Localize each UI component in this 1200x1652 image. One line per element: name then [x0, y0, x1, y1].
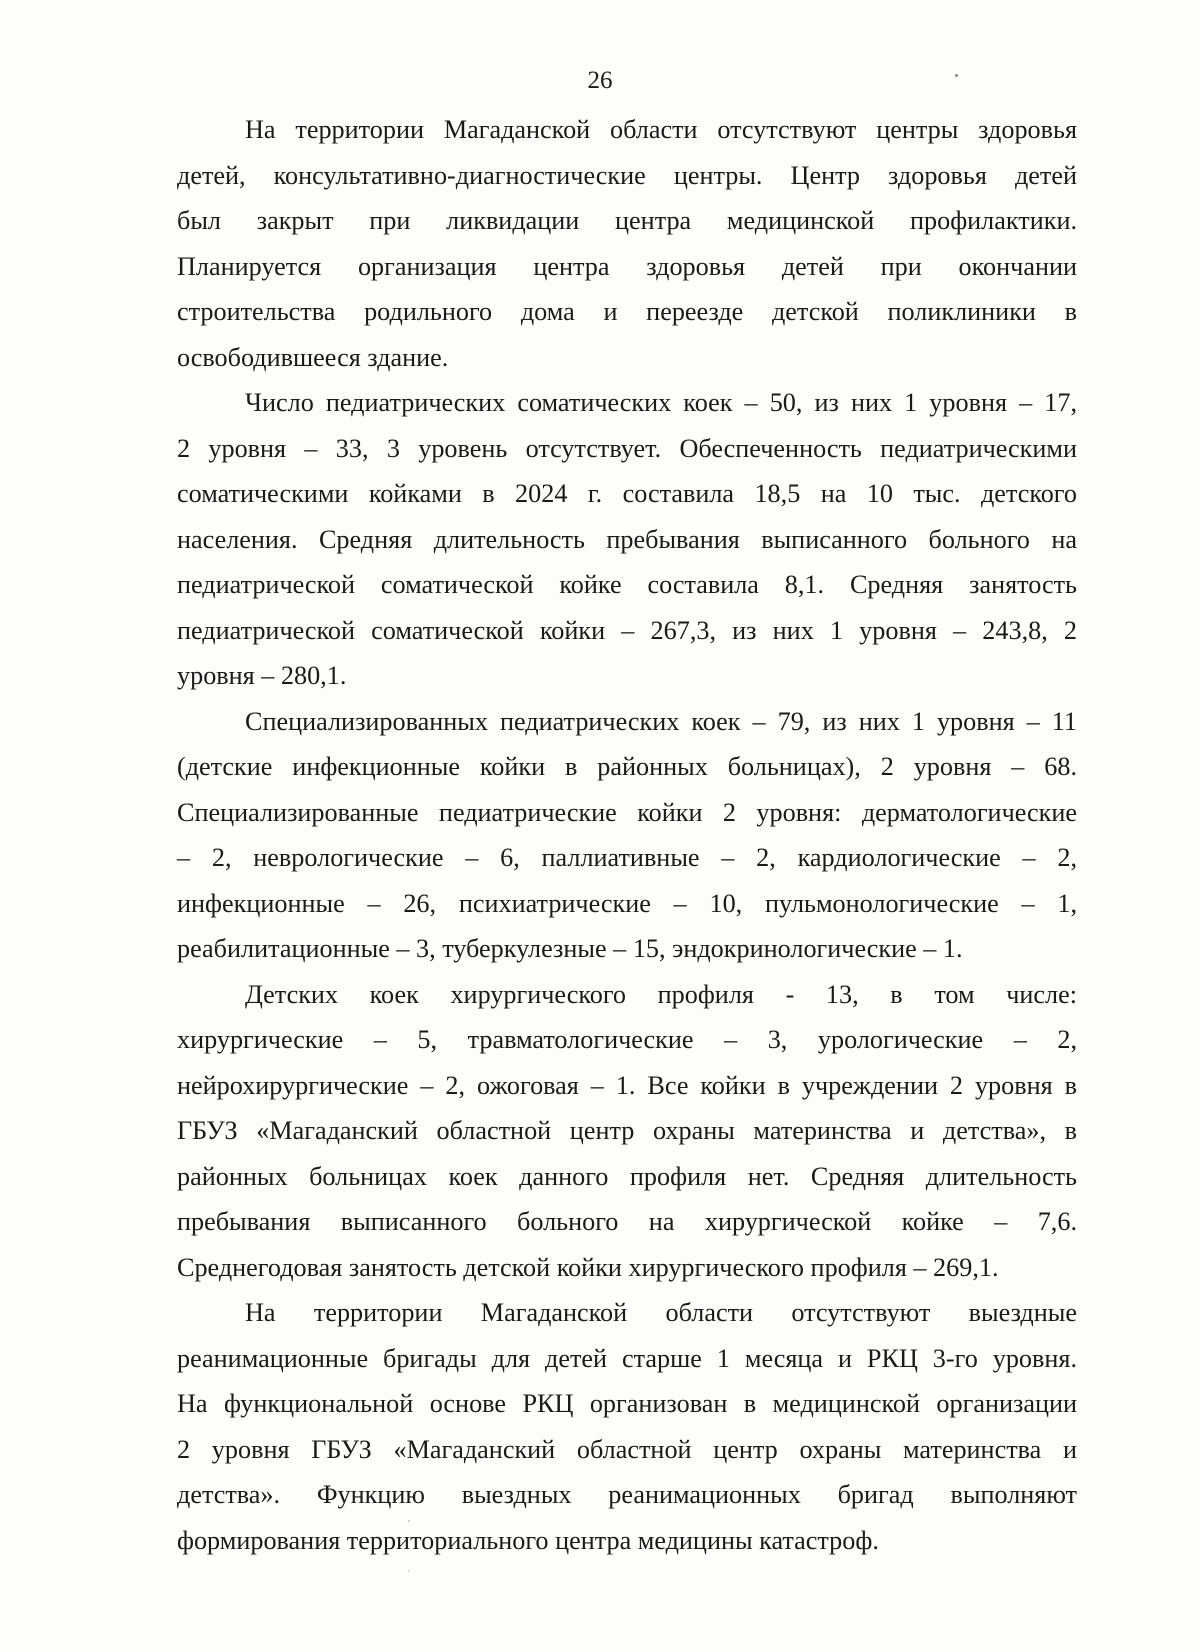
text-line: освободившееся здание. [177, 342, 449, 372]
text-line: На территории Магаданской области отсутствуют центры здоровья [245, 115, 1077, 144]
text-line: строительства родильного дома и переезде детской поликлиники в [177, 297, 1077, 326]
text-line: инфекционные – 26, психиатрические – 10, пульмонологические – 1, [177, 888, 1077, 918]
scan-speck [955, 74, 958, 77]
text-line: формирования территориального центра медицины катастроф. [177, 1525, 879, 1555]
text-line: детей, консультативно-диагностические центры. Центр здоровья детей [177, 160, 1077, 190]
text-line: Детских коек хирургического профиля - 13, в том числе: [245, 979, 1077, 1009]
text-line: детства». Функцию выездных реанимационных бригад выполняют [177, 1480, 1077, 1509]
text-line: Специализированные педиатрические койки 2 уровня: дерматологические [177, 797, 1077, 827]
text-line: 2 уровня – 33, 3 уровень отсутствует. Обеспеченность педиатрическими [177, 433, 1077, 463]
text-line: уровня – 280,1. [177, 661, 347, 690]
text-line: 2 уровня ГБУЗ «Магаданский областной центр охраны материнства и [177, 1434, 1077, 1464]
paragraph [177, 380, 1077, 699]
text-line: Планируется организация центра здоровья детей при окончании [177, 251, 1077, 281]
paragraph [177, 972, 1077, 1291]
text-line: нейрохирургические – 2, ожоговая – 1. Все койки в учреждении 2 уровня в [177, 1070, 1077, 1100]
text-line: Специализированных педиатрических коек – 79, из них 1 уровня – 11 [245, 706, 1077, 736]
text-line: педиатрической соматической койке составила 8,1. Средняя занятость [177, 570, 1077, 599]
text-line: был закрыт при ликвидации центра медицинской профилактики. [177, 206, 1077, 235]
text-line: На функциональной основе РКЦ организован в медицинской организации [177, 1389, 1077, 1418]
text-line: На территории Магаданской области отсутствуют выездные [245, 1298, 1077, 1327]
text-line: Число педиатрических соматических коек – 50, из них 1 уровня – 17, [245, 388, 1077, 417]
text-line: реабилитационные – 3, туберкулезные – 15, эндокринологические – 1. [177, 934, 963, 963]
text-line: педиатрической соматической койки – 267,3, из них 1 уровня – 243,8, 2 [177, 615, 1077, 645]
text-line: районных больницах коек данного профиля нет. Средняя длительность [177, 1161, 1077, 1191]
text-line: пребывания выписанного больного на хирургической койке – 7,6. [177, 1207, 1077, 1236]
text-line: (детские инфекционные койки в районных больницах), 2 уровня – 68. [177, 752, 1077, 781]
scan-speck [408, 1520, 410, 1522]
page-number: 26 [587, 67, 613, 94]
paragraph [177, 699, 1077, 972]
text-line: населения. Средняя длительность пребывания выписанного больного на [177, 524, 1077, 554]
text-line: реанимационные бригады для детей старше 1 месяца и РКЦ 3-го уровня. [177, 1343, 1077, 1373]
paragraph [177, 107, 1077, 380]
text-line: хирургические – 5, травматологические – 3, урологические – 2, [177, 1025, 1077, 1054]
scan-speck [408, 1570, 410, 1572]
document-body [177, 107, 1077, 1563]
text-line: соматическими койками в 2024 г. составила 18,5 на 10 тыс. детского [177, 479, 1077, 508]
text-line: ГБУЗ «Магаданский областной центр охраны материнства и детства», в [177, 1116, 1077, 1145]
text-line: – 2, неврологические – 6, паллиативные – 2, кардиологические – 2, [177, 843, 1077, 872]
paragraph [177, 1290, 1077, 1563]
text-line: Среднегодовая занятость детской койки хирургического профиля – 269,1. [177, 1252, 999, 1282]
